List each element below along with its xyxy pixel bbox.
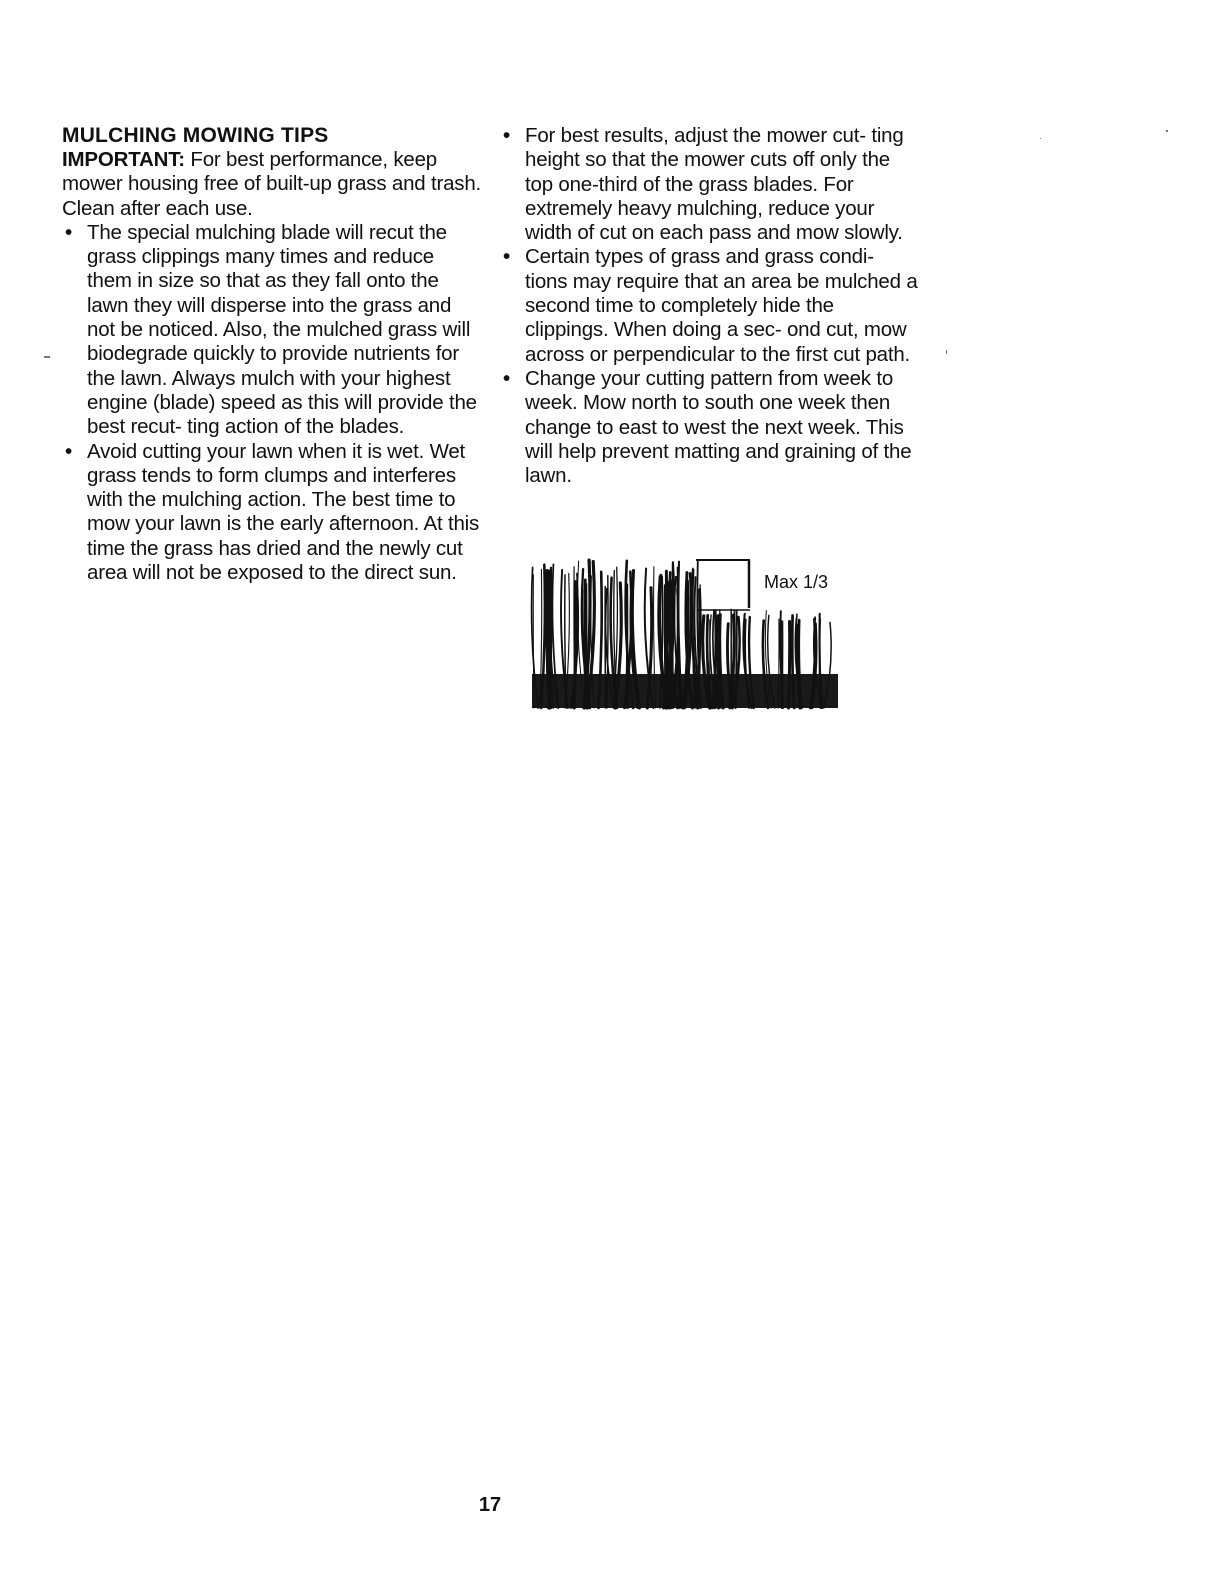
- grass-blade: [718, 616, 719, 708]
- tip-text: Avoid cutting your lawn when it is wet. Wet grass tends to form clumps and interferes with the mulching action. The best time to mow your lawn is the early afternoon. At this time the grass has dried and the newly cut area will not be exposed to the direct sun.: [87, 439, 480, 585]
- grass-blade: [574, 582, 576, 708]
- page-number: 17: [478, 1494, 502, 1516]
- list-item: [500, 245, 920, 366]
- bullet-icon: •: [65, 439, 72, 463]
- bullet-icon: •: [503, 124, 510, 147]
- grass-blade: [565, 575, 566, 708]
- important-lead: IMPORTANT:: [62, 148, 185, 171]
- left-column: [62, 124, 482, 585]
- scan-speck: [44, 356, 50, 358]
- scan-speck: [1166, 130, 1168, 132]
- scan-speck: [1040, 138, 1041, 139]
- max-cut-label: Max 1/3: [764, 572, 829, 592]
- grass-blade: [789, 622, 790, 709]
- tip-text: Change your cutting pattern from week to week. Mow north to south one week then change to east to west the next week. This will help prevent matting and graining of the lawn.: [525, 366, 912, 488]
- grass-blade: [585, 584, 586, 708]
- right-tips-list: [500, 124, 920, 488]
- scan-speck: [946, 350, 947, 354]
- bullet-icon: •: [503, 366, 510, 390]
- bullet-icon: •: [65, 220, 72, 244]
- left-tips-list: [62, 221, 482, 585]
- tip-text: Certain types of grass and grass condi- tions may require that an area be mulched a second time to completely hide the clippings. When doing a sec- ond cut, mow across or perpendicular to the first cut path.: [525, 245, 918, 366]
- list-item: [62, 440, 482, 586]
- grass-blade: [799, 620, 801, 708]
- important-text: For best performance, keep mower housing free of built-up grass and trash. Clean after each use.: [62, 148, 482, 220]
- tip-text: For best results, adjust the mower cut- ting height so that the mower cuts off only the top one-third of the grass blades. For extremely heavy mulching, reduce your width of cut on each pass and mow slowly.: [525, 124, 904, 245]
- list-item: [500, 367, 920, 488]
- bullet-icon: •: [503, 245, 510, 269]
- list-item: [62, 221, 482, 440]
- right-column: [500, 124, 920, 488]
- grass-blade: [533, 575, 534, 708]
- list-item: [500, 124, 920, 245]
- tip-text: The special mulching blade will recut the grass clippings many times and reduce them in size so that as they fall onto the lawn they will disperse into the grass and not be noticed. Also, the mulched grass will biodegrade quickly to provide nutrients for the lawn. Always mulch with your highest engine (blade) speed as this will provide the best recut- ting action of the blades.: [87, 220, 477, 439]
- grass-blade: [778, 619, 779, 708]
- important-note: [62, 148, 482, 221]
- grass-blade: [792, 616, 794, 709]
- section-title: MULCHING MOWING TIPS: [62, 124, 329, 147]
